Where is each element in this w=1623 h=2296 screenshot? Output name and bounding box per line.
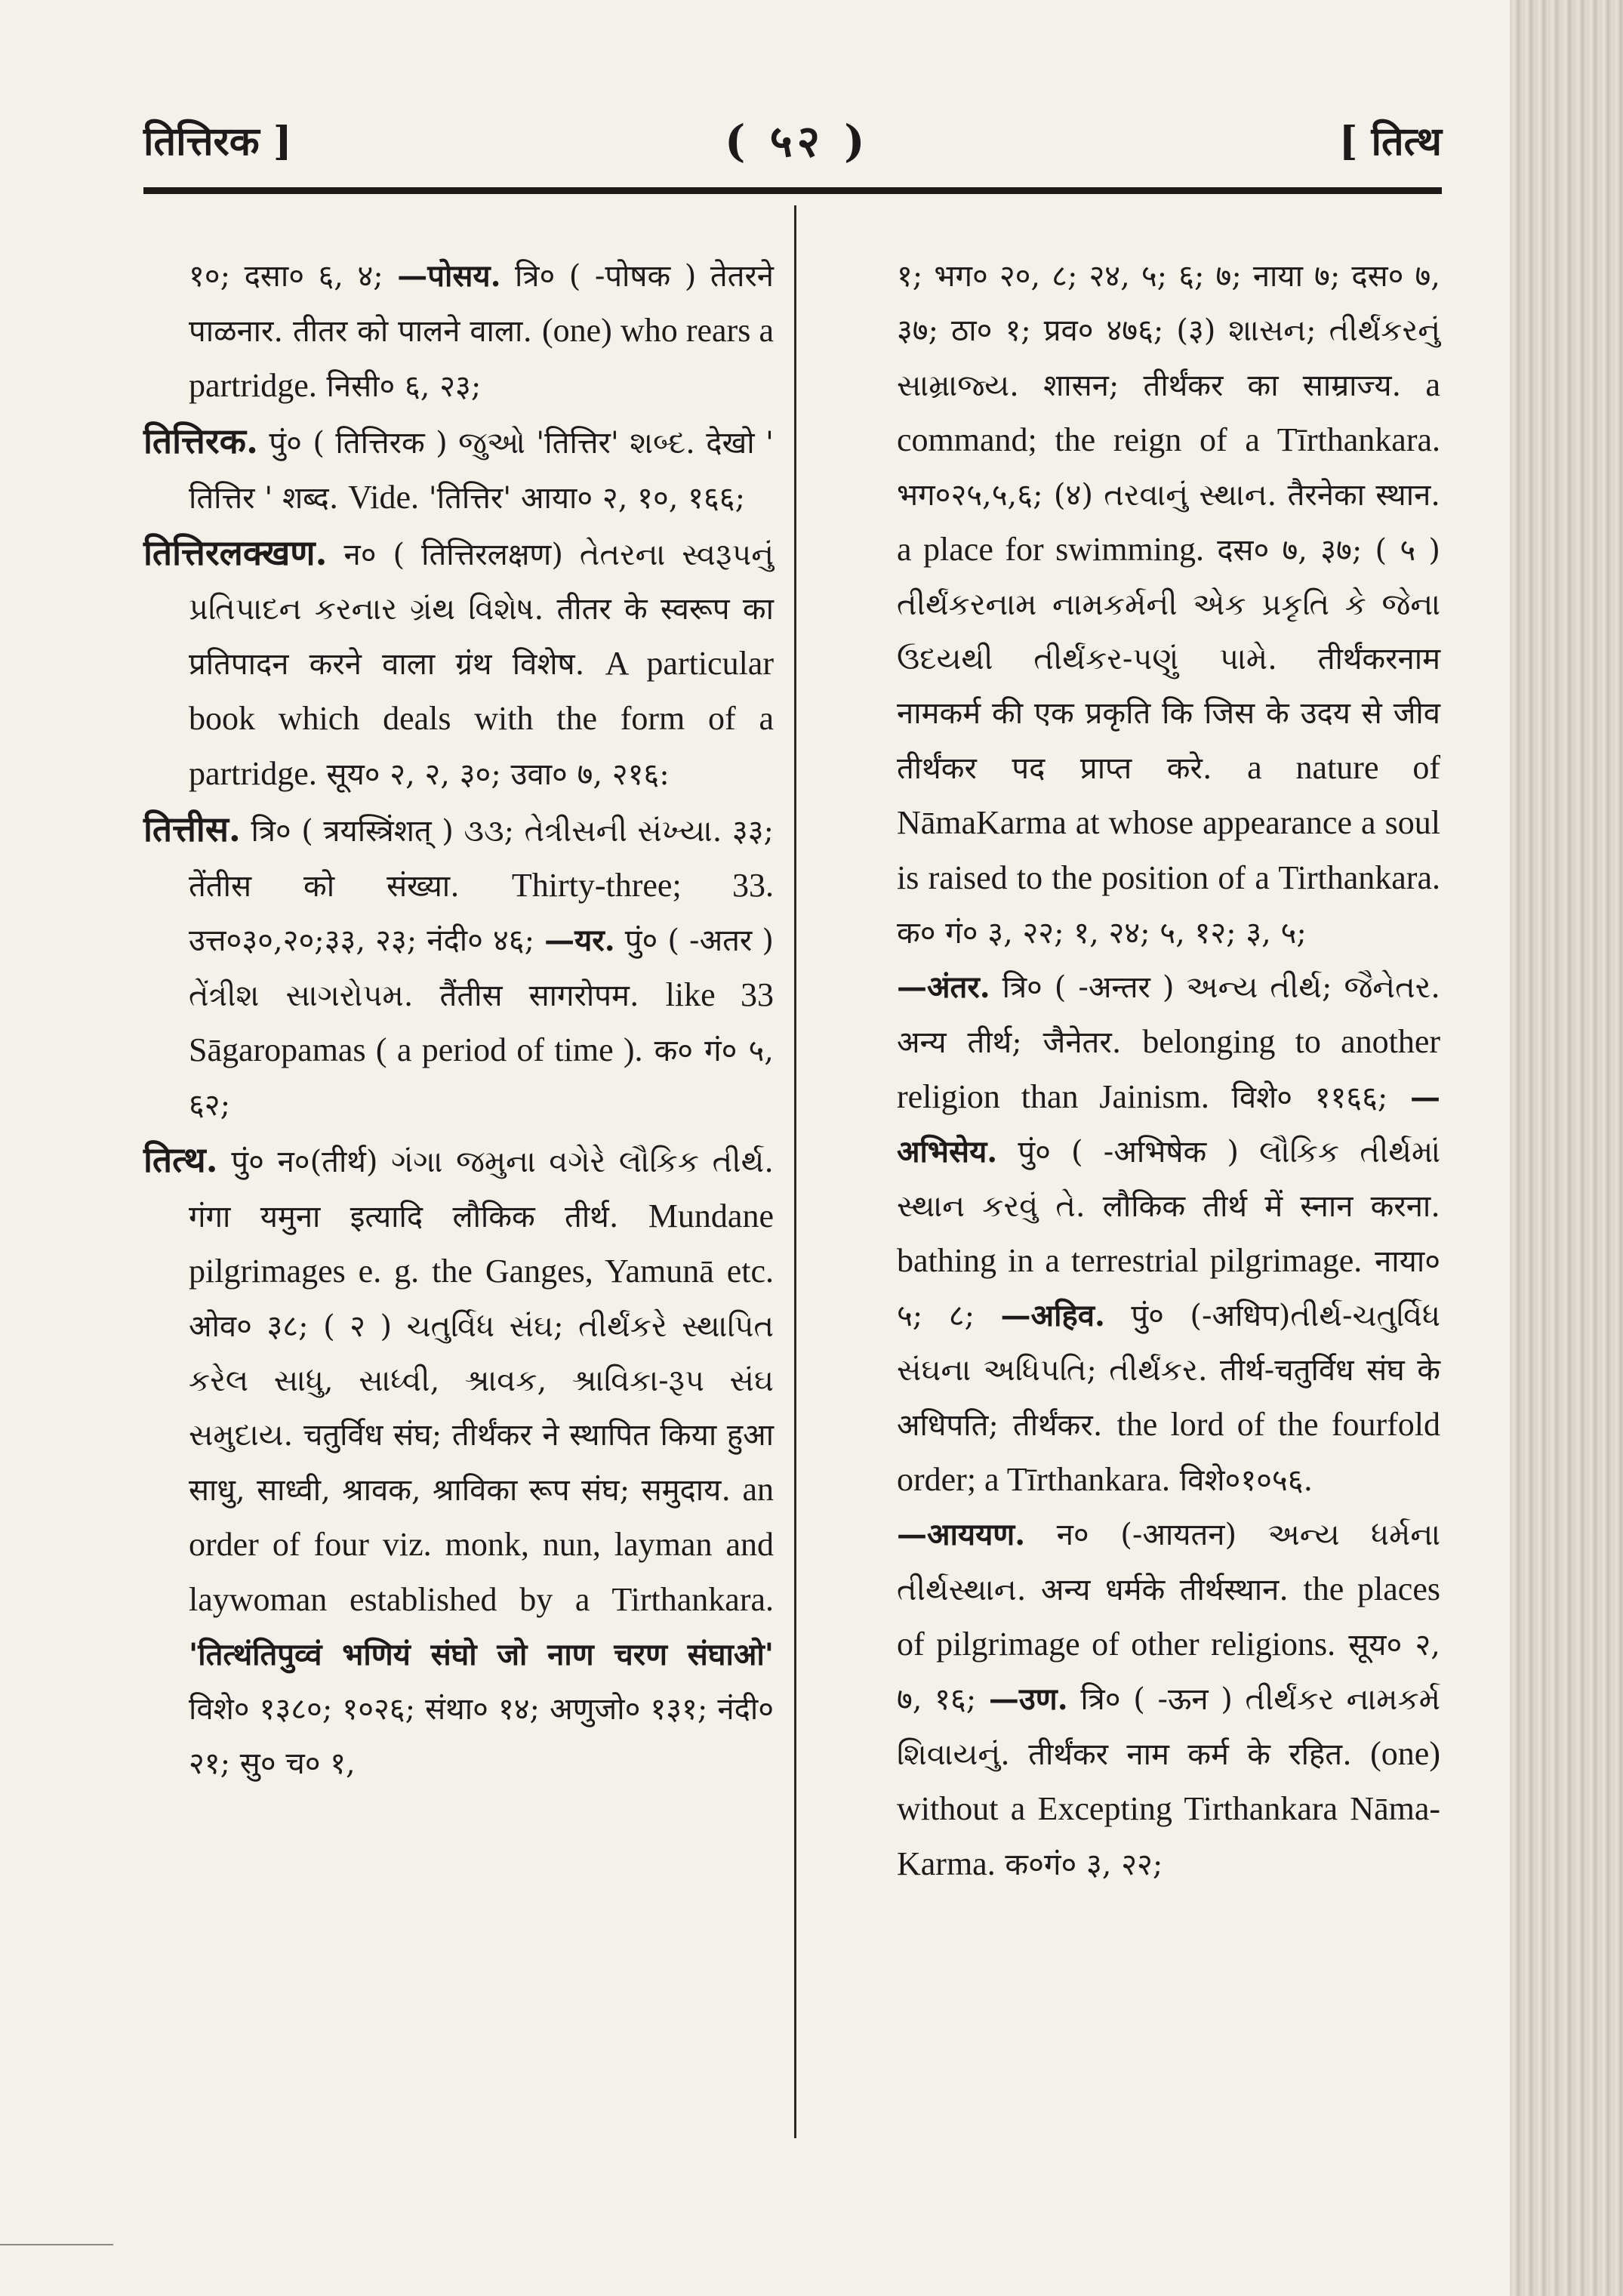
english-gloss: the places of pilgrimage of other religions. bbox=[897, 1570, 1440, 1663]
sub-headword: —यर. bbox=[544, 923, 615, 958]
book-binding-edge bbox=[1510, 0, 1623, 2296]
headword: तित्थ. bbox=[143, 1139, 218, 1180]
english-gloss: belonging to another religion than Jainism. bbox=[897, 1023, 1441, 1115]
english-gloss: A particular book which deals with the form of a partridge. bbox=[189, 645, 774, 792]
english-gloss: the lord of the fourfold order; a Tīrthankara. bbox=[897, 1406, 1441, 1498]
entry-tittisa: तित्तीस. त्रि० ( त्रयस्त्रिंशत् ) ૩૩; તેત્રીસની સંખ્યા. ३३; तेंतीस को संख्या. Thirty-three; 33. उत्त०३०,२०;३३, २३; नंदी० ४६; —यर. पुं० ( -अतर ) તેંત્રીશ સાગરોપમ. तैंतीस सागरोपम. like 33 Sāgaropamas ( a period of time ). क० गं० ५, ६२; bbox=[143, 809, 775, 1123]
english-gloss: (one) without a Excepting Tirthankara Nāma-Karma. bbox=[897, 1735, 1440, 1882]
header-rule bbox=[143, 187, 1442, 194]
sub-entry-antara: —अंतर. त्रि० ( -अन्तर ) અન્ય તીર્થ; જૈનેતર. अन्य तीर्थ; जैनेतर. belonging to another religion than Jainism. विशे० ११६६; —अभिसेय. पुं० ( -अभिषेक ) લૌકિક તીર્થમાં સ્થાન કરવું તે. लौकिक तीर्थ में स्नान करना. bathing in a terrestrial pilgrimage. नाया० ५; ८; —अहिव. पुं० (-अधिप)તીર્થ-ચતુર્વિધ સંઘના અધિપતિ; તીર્થંકર. तीर्थ-चतुर्विध संघ के अधिपति; तीर्थंकर. the lord of the fourfold order; a Tīrthankara. विशे०१०५६. bbox=[897, 969, 1441, 1498]
headword: तित्तिरलक्खण. bbox=[143, 532, 328, 573]
entry-tittiraka: तित्तिरक. पुं० ( तित्तिरक ) જુઓ 'तित्तिर' શબ્દ. देखो ' तित्तिर ' शब्द. Vide. 'तित्तिर' आया० २, १०, १६६; bbox=[143, 421, 774, 516]
header-last-word: [ तित्थ bbox=[1338, 119, 1442, 165]
continued-entry: १०; दसा० ६, ४; —पोसय. त्रि० ( -पोषक ) तेतरने पाळनार. तीतर को पालने वाला. (one) who rears a partridge. निसी० ६, २३; bbox=[189, 258, 774, 404]
page-number: ( ५२ ) bbox=[725, 116, 870, 167]
entry-tittha: तित्थ. पुं० न०(तीर्थ) ગંગા જમુના વગેરે લૌકિક તીર્થ. गंगा यमुना इत्यादि लौकिक तीर्थ. Mundane pilgrimages e. g. the Ganges, Yamunā etc. ओव० ३८; ( २ ) ચતુર્વિધ સંઘ; તીર્થંકરે સ્થાપિત કરેલ સાધુ, સાધ્વી, શ્રાવક, શ્રાવિકા-રૂપ સંઘ સમુદાય. चतुर्विध संघ; तीर्थंकर ने स्थापित किया हुआ साधु, साध्वी, श्रावक, श्राविका रूप संघ; समुदाय. an order of four viz. monk, nun, layman and laywoman established by a Tirthankara. 'तित्थंतिपुव्वं भणियं संघो जो नाण चरण संघाओ' विशे० १३८०; १०२६; संथा० १४; अणुजो० १३१; नंदी० २१; सु० च० १, bbox=[143, 1139, 774, 1781]
english-gloss: a place for swimming. bbox=[897, 531, 1204, 568]
sub-headword: —पोसय. bbox=[397, 258, 501, 294]
english-gloss: an order of four viz. monk, nun, layman and laywoman established by a Tirthankara. bbox=[189, 1471, 774, 1618]
sub-headword: —अंतर. bbox=[897, 969, 990, 1005]
scan-edge-mark bbox=[0, 2244, 113, 2245]
header-first-word: तित्तिरक ] bbox=[143, 119, 292, 165]
headword: तित्तीस. bbox=[143, 809, 241, 849]
english-gloss: like 33 Sāgaropamas ( a period of time ). bbox=[189, 976, 775, 1068]
sub-headword: —अभिसेय. bbox=[897, 1080, 1441, 1170]
sub-headword: —अहिव. bbox=[1000, 1298, 1105, 1333]
sub-headword: —आययण. bbox=[897, 1517, 1026, 1552]
entry-tittiralakkhana: तित्तिरलक्खण. न० ( तित्तिरलक्षण) તેતરના સ્વરૂપનું પ્રતિપાદન કરનાર ગ્રંથ વિશેષ. तीतर के स्वरूप का प्रतिपादन करने वाला ग्रंथ विशेष. A particular book which deals with the form of a partridge. सूय० २, २, ३०; उवा० ७, २१६: bbox=[143, 532, 774, 792]
continued-entry: १; भग० २०, ८; २४, ५; ६; ७; नाया ७; दस० ७, ३७; ठा० १; प्रव० ४७६; (३) શાસન; તીર્થંકરનું સામ્રાજ્ય. शासन; तीर्थंकर का साम्राज्य. a command; the reign of a Tīrthankara. भग०२५,५,६; (४) તરવાનું સ્થાન. तैरनेका स्थान. a place for swimming. दस० ७, ३७; ( ५ ) તીર્થંકરનામ નામકર્મની એક પ્રકૃતિ કે જેના ઉદયથી તીર્થંકર-પણું પામે. तीर्थंकरनाम नामकर्म की एक प्रकृति कि जिस के उदय से जीव तीर्थंकर पद प्राप्त करे. a nature of NāmaKarma at whose appearance a soul is raised to the position of a Tirthankara. क० गं० ३, २२; १, २४; ५, १२; ३, ५; bbox=[897, 259, 1440, 951]
english-gloss: Mundane pilgrimages e. g. the Ganges, Yamunā etc. bbox=[189, 1197, 774, 1290]
right-column bbox=[852, 249, 1440, 1892]
left-column bbox=[143, 249, 774, 1791]
english-gloss: (one) who rears a partridge. bbox=[189, 312, 774, 404]
sub-entry-ayayana: —आययण. न० (-आयतन) અન્ય ધર્મના તીર્થસ્થાન. अन्य धर्मके तीर्थस्थान. the places of pilgrimage of other religions. सूय० २, ७, १६; —उण. त्रि० ( -ऊन ) તીર્થંકર નામકર્મ શિવાયનું. तीर्थंकर नाम कर्म के रहित. (one) without a Excepting Tirthankara Nāma-Karma. क०गं० ३, २२; bbox=[897, 1517, 1440, 1882]
english-gloss: Vide. bbox=[348, 479, 420, 516]
english-gloss: bathing in a terrestrial pilgrimage. bbox=[897, 1242, 1363, 1279]
english-gloss: a command; the reign of a Tīrthankara. bbox=[897, 366, 1440, 458]
column-divider bbox=[794, 205, 796, 2138]
headword: तित्तिरक. bbox=[143, 421, 258, 461]
page-header bbox=[143, 98, 1442, 181]
quotation: 'तित्थंतिपुव्वं भणियं संघो जो नाण चरण संघाओ' bbox=[189, 1637, 774, 1672]
sub-headword: —उण. bbox=[988, 1681, 1068, 1717]
english-gloss: Thirty-three; 33. bbox=[511, 867, 774, 904]
english-gloss: a nature of NāmaKarma at whose appearance a soul is raised to the position of a Tirthankara. bbox=[897, 749, 1440, 896]
